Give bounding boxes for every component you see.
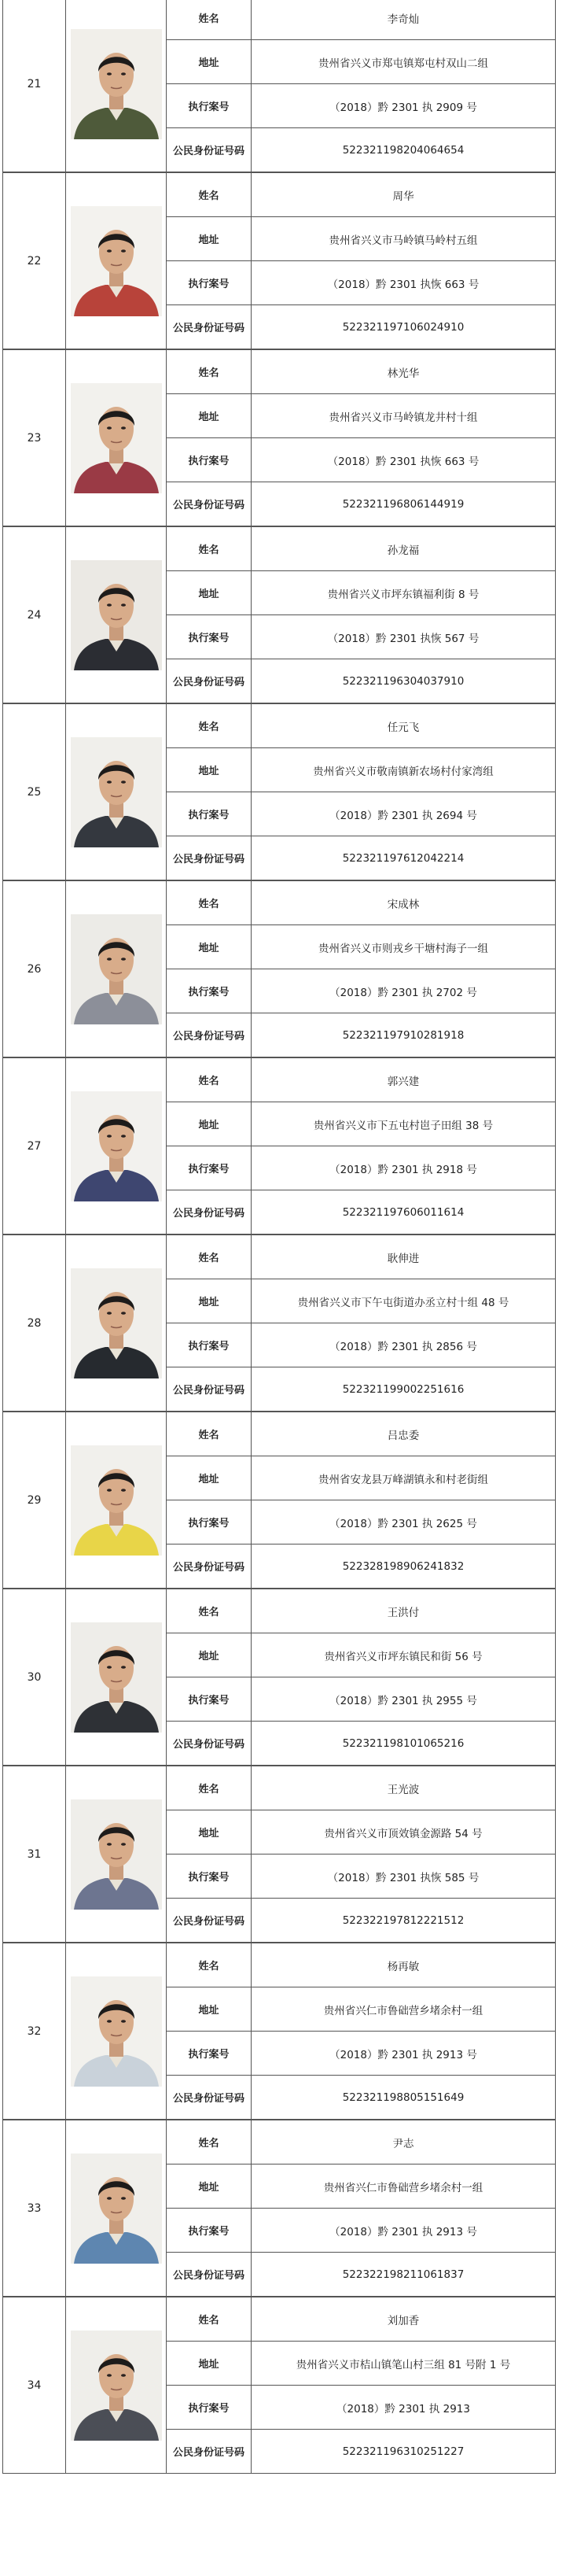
portrait-photo — [71, 1445, 162, 1556]
case-number-label: 执行案号 — [166, 792, 251, 836]
record-21 — [2, 0, 556, 172]
address-label: 地址 — [166, 1633, 251, 1677]
id-number-label: 公民身份证号码 — [166, 1190, 251, 1234]
portrait-photo — [71, 1799, 162, 1910]
id-number-value: 522321198204064654 — [251, 127, 556, 172]
address-label: 地址 — [166, 1279, 251, 1323]
record-30 — [2, 1589, 556, 1766]
photo-cell — [65, 349, 166, 526]
case-number-label: 执行案号 — [166, 437, 251, 482]
address-label: 地址 — [166, 1102, 251, 1146]
photo-cell — [65, 1766, 166, 1942]
id-number-label: 公民身份证号码 — [166, 1544, 251, 1588]
id-number-value: 522321196304037910 — [251, 659, 556, 703]
id-number-label: 公民身份证号码 — [166, 127, 251, 172]
record-29 — [2, 1412, 556, 1589]
address-value: 贵州省兴义市桔山镇笔山村三组 81 号附 1 号 — [251, 2341, 556, 2385]
address-value: 贵州省兴义市下午屯街道办丞立村十组 48 号 — [251, 1279, 556, 1323]
address-value: 贵州省兴义市坪东镇福利街 8 号 — [251, 570, 556, 614]
id-number-value: 522321196806144919 — [251, 482, 556, 526]
id-number-label: 公民身份证号码 — [166, 1898, 251, 1942]
photo-cell — [65, 1943, 166, 2119]
case-number-value: （2018）黔 2301 执 2702 号 — [251, 969, 556, 1013]
case-number-value: （2018）黔 2301 执 2913 号 — [251, 2208, 556, 2252]
name-label: 姓名 — [166, 172, 251, 216]
address-value: 贵州省兴义市郑屯镇郑屯村双山二组 — [251, 39, 556, 83]
name-value: 刘加香 — [251, 2297, 556, 2341]
id-number-label: 公民身份证号码 — [166, 2075, 251, 2119]
case-number-value: （2018）黔 2301 执 2913 — [251, 2385, 556, 2429]
case-number-value: （2018）黔 2301 执 2856 号 — [251, 1323, 556, 1367]
portrait-photo — [71, 560, 162, 670]
address-label: 地址 — [166, 1810, 251, 1854]
address-label: 地址 — [166, 570, 251, 614]
address-value: 贵州省兴义市马岭镇马岭村五组 — [251, 216, 556, 260]
name-label: 姓名 — [166, 1943, 251, 1987]
record-number: 29 — [2, 1412, 65, 1588]
id-number-label: 公民身份证号码 — [166, 2429, 251, 2473]
photo-cell — [65, 880, 166, 1057]
photo-cell — [65, 1589, 166, 1765]
portrait-photo — [71, 206, 162, 316]
record-22 — [2, 172, 556, 349]
address-label: 地址 — [166, 2341, 251, 2385]
id-number-label: 公民身份证号码 — [166, 304, 251, 349]
case-number-label: 执行案号 — [166, 1677, 251, 1721]
portrait-photo — [71, 2331, 162, 2441]
photo-cell — [65, 2297, 166, 2473]
id-number-label: 公民身份证号码 — [166, 659, 251, 703]
name-value: 尹志 — [251, 2120, 556, 2164]
case-number-value: （2018）黔 2301 执 2625 号 — [251, 1500, 556, 1544]
record-number: 23 — [2, 349, 65, 526]
case-number-value: （2018）黔 2301 执恢 663 号 — [251, 437, 556, 482]
id-number-value: 522321198805151649 — [251, 2075, 556, 2119]
record-26 — [2, 880, 556, 1057]
photo-cell — [65, 0, 166, 172]
id-number-value: 522328198906241832 — [251, 1544, 556, 1588]
case-number-value: （2018）黔 2301 执恢 567 号 — [251, 614, 556, 659]
id-number-value: 522321197106024910 — [251, 304, 556, 349]
name-label: 姓名 — [166, 349, 251, 393]
portrait-photo — [71, 1091, 162, 1201]
id-number-value: 522321197612042214 — [251, 836, 556, 880]
record-23 — [2, 349, 556, 526]
record-number: 33 — [2, 2120, 65, 2296]
address-label: 地址 — [166, 1456, 251, 1500]
name-label: 姓名 — [166, 1057, 251, 1102]
id-number-label: 公民身份证号码 — [166, 2252, 251, 2296]
id-number-value: 522322198211061837 — [251, 2252, 556, 2296]
case-number-label: 执行案号 — [166, 2385, 251, 2429]
address-label: 地址 — [166, 1987, 251, 2031]
record-32 — [2, 1943, 556, 2120]
case-number-value: （2018）黔 2301 执 2913 号 — [251, 2031, 556, 2075]
case-number-value: （2018）黔 2301 执 2909 号 — [251, 83, 556, 127]
id-number-label: 公民身份证号码 — [166, 1013, 251, 1057]
case-number-label: 执行案号 — [166, 83, 251, 127]
name-value: 任元飞 — [251, 703, 556, 747]
id-number-value: 522321197910281918 — [251, 1013, 556, 1057]
name-label: 姓名 — [166, 1766, 251, 1810]
portrait-photo — [71, 1622, 162, 1733]
address-value: 贵州省兴义市下五屯村岜子田组 38 号 — [251, 1102, 556, 1146]
record-number: 30 — [2, 1589, 65, 1765]
name-value: 杨再敏 — [251, 1943, 556, 1987]
record-number: 21 — [2, 0, 65, 172]
id-number-label: 公民身份证号码 — [166, 1721, 251, 1765]
name-label: 姓名 — [166, 1412, 251, 1456]
photo-cell — [65, 1234, 166, 1411]
address-value: 贵州省兴义市顶效镇金源路 54 号 — [251, 1810, 556, 1854]
record-number: 32 — [2, 1943, 65, 2119]
case-number-label: 执行案号 — [166, 614, 251, 659]
address-value: 贵州省兴仁市鲁础营乡堵余村一组 — [251, 2164, 556, 2208]
name-value: 耿伸进 — [251, 1234, 556, 1279]
name-value: 郭兴建 — [251, 1057, 556, 1102]
address-value: 贵州省兴义市敬南镇新农场村付家湾组 — [251, 747, 556, 792]
record-27 — [2, 1057, 556, 1234]
portrait-photo — [71, 914, 162, 1024]
address-label: 地址 — [166, 747, 251, 792]
address-label: 地址 — [166, 2164, 251, 2208]
record-24 — [2, 526, 556, 703]
id-number-value: 522321199002251616 — [251, 1367, 556, 1411]
name-value: 孙龙福 — [251, 526, 556, 570]
portrait-photo — [71, 29, 162, 139]
case-number-label: 执行案号 — [166, 2031, 251, 2075]
case-number-label: 执行案号 — [166, 1146, 251, 1190]
name-value: 王光波 — [251, 1766, 556, 1810]
record-33 — [2, 2120, 556, 2297]
name-value: 吕忠委 — [251, 1412, 556, 1456]
name-label: 姓名 — [166, 1589, 251, 1633]
debtor-table — [2, 0, 556, 2474]
name-value: 宋成林 — [251, 880, 556, 924]
name-value: 王洪付 — [251, 1589, 556, 1633]
photo-cell — [65, 172, 166, 349]
name-label: 姓名 — [166, 0, 251, 39]
id-number-label: 公民身份证号码 — [166, 482, 251, 526]
case-number-value: （2018）黔 2301 执恢 663 号 — [251, 260, 556, 304]
record-number: 26 — [2, 880, 65, 1057]
record-number: 24 — [2, 526, 65, 703]
case-number-label: 执行案号 — [166, 260, 251, 304]
record-31 — [2, 1766, 556, 1943]
name-value: 林光华 — [251, 349, 556, 393]
case-number-label: 执行案号 — [166, 1854, 251, 1898]
address-value: 贵州省兴义市坪东镇民和街 56 号 — [251, 1633, 556, 1677]
case-number-value: （2018）黔 2301 执 2918 号 — [251, 1146, 556, 1190]
name-label: 姓名 — [166, 2297, 251, 2341]
name-label: 姓名 — [166, 526, 251, 570]
address-value: 贵州省安龙县万峰湖镇永和村老街组 — [251, 1456, 556, 1500]
id-number-label: 公民身份证号码 — [166, 836, 251, 880]
photo-cell — [65, 2120, 166, 2296]
photo-cell — [65, 1057, 166, 1234]
photo-cell — [65, 526, 166, 703]
record-34 — [2, 2297, 556, 2474]
record-number: 31 — [2, 1766, 65, 1942]
portrait-photo — [71, 1268, 162, 1378]
case-number-label: 执行案号 — [166, 1323, 251, 1367]
address-label: 地址 — [166, 393, 251, 437]
record-28 — [2, 1234, 556, 1412]
photo-cell — [65, 1412, 166, 1588]
portrait-photo — [71, 383, 162, 493]
record-number: 27 — [2, 1057, 65, 1234]
address-label: 地址 — [166, 216, 251, 260]
id-number-value: 522321197606011614 — [251, 1190, 556, 1234]
portrait-photo — [71, 737, 162, 847]
portrait-photo — [71, 1976, 162, 2087]
address-value: 贵州省兴义市则戎乡干塘村海子一组 — [251, 924, 556, 969]
address-value: 贵州省兴仁市鲁础营乡堵余村一组 — [251, 1987, 556, 2031]
portrait-photo — [71, 2153, 162, 2264]
id-number-value: 522322197812221512 — [251, 1898, 556, 1942]
record-number: 34 — [2, 2297, 65, 2473]
id-number-value: 522321198101065216 — [251, 1721, 556, 1765]
address-label: 地址 — [166, 924, 251, 969]
record-number: 25 — [2, 703, 65, 880]
record-25 — [2, 703, 556, 880]
record-number: 28 — [2, 1234, 65, 1411]
name-label: 姓名 — [166, 2120, 251, 2164]
case-number-value: （2018）黔 2301 执 2955 号 — [251, 1677, 556, 1721]
photo-cell — [65, 703, 166, 880]
name-label: 姓名 — [166, 1234, 251, 1279]
record-number: 22 — [2, 172, 65, 349]
id-number-value: 522321196310251227 — [251, 2429, 556, 2473]
address-label: 地址 — [166, 39, 251, 83]
name-label: 姓名 — [166, 703, 251, 747]
case-number-value: （2018）黔 2301 执恢 585 号 — [251, 1854, 556, 1898]
case-number-value: （2018）黔 2301 执 2694 号 — [251, 792, 556, 836]
name-label: 姓名 — [166, 880, 251, 924]
name-value: 周华 — [251, 172, 556, 216]
name-value: 李奇灿 — [251, 0, 556, 39]
case-number-label: 执行案号 — [166, 2208, 251, 2252]
address-value: 贵州省兴义市马岭镇龙井村十组 — [251, 393, 556, 437]
case-number-label: 执行案号 — [166, 969, 251, 1013]
case-number-label: 执行案号 — [166, 1500, 251, 1544]
id-number-label: 公民身份证号码 — [166, 1367, 251, 1411]
